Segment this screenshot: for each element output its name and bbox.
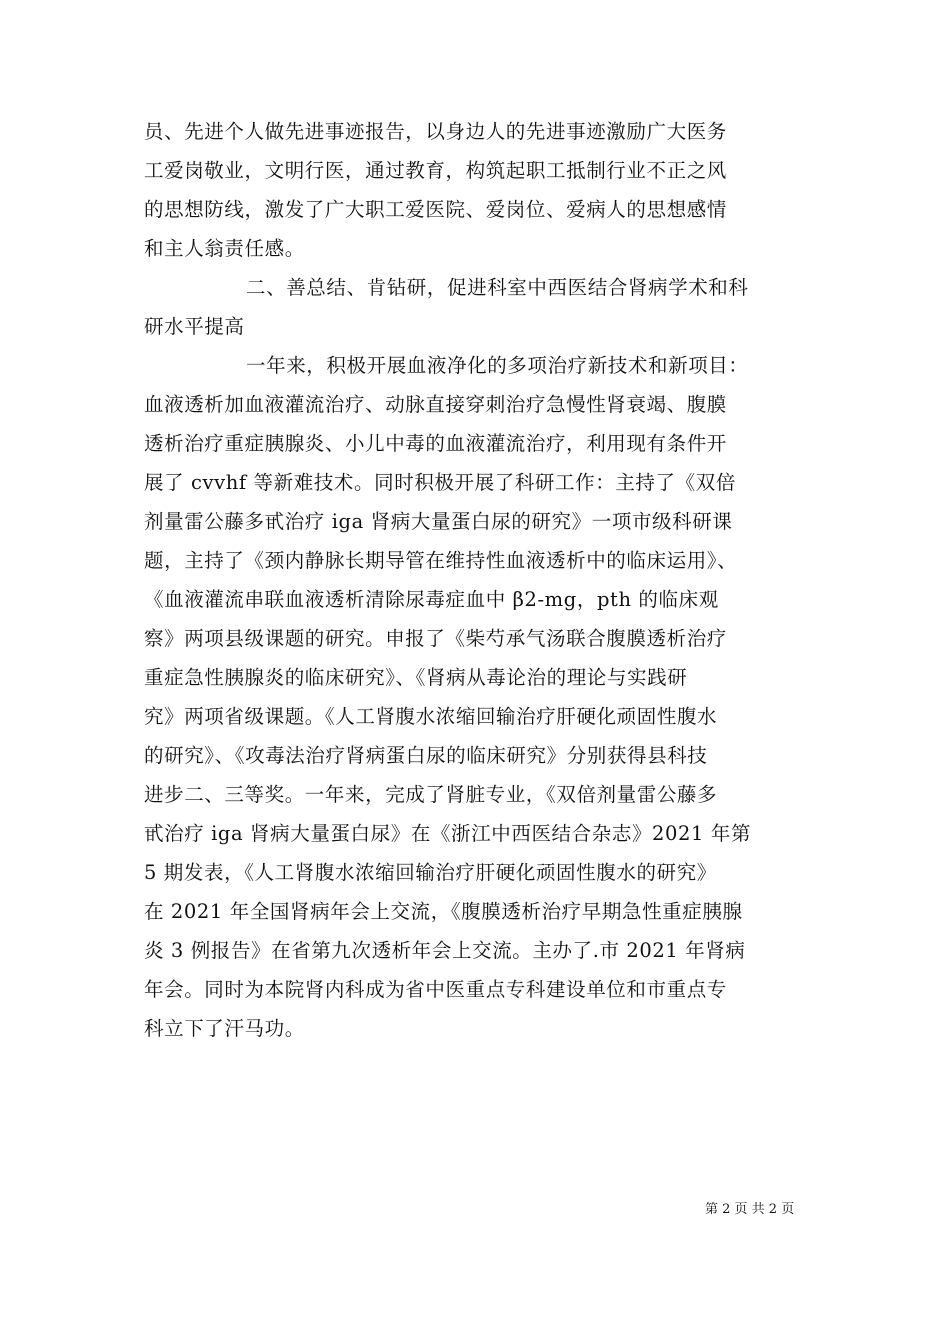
text-line: 炎 3 例报告》在省第九次透析年会上交流。主办了.市 2021 年肾病 — [144, 939, 746, 962]
text-line: 血液透析加血液灌流治疗、动脉直接穿刺治疗急慢性肾衰竭、腹膜 — [144, 393, 727, 416]
text-line: 的思想防线，激发了广大职工爱医院、爱岗位、爱病人的思想感情 — [144, 198, 727, 221]
text-line: 察》两项县级课题的研究。申报了《柴芍承气汤联合腹膜透析治疗 — [144, 627, 727, 650]
paragraph-first-line: 一年来，积极开展血液净化的多项治疗新技术和新项目： — [246, 354, 749, 377]
text-line: 甙治疗 iga 肾病大量蛋白尿》在《浙江中西医结合杂志》2021 年第 — [144, 822, 752, 845]
text-line: 题，主持了《颈内静脉长期导管在维持性血液透析中的临床运用》、 — [144, 549, 738, 572]
text-line: 展了 cvvhf 等新难技术。同时积极开展了科研工作：主持了《双倍 — [144, 471, 736, 494]
section-heading-continued: 研水平提高 — [144, 315, 245, 338]
text-line: 究》两项省级课题。《人工肾腹水浓缩回输治疗肝硬化顽固性腹水 — [144, 705, 718, 728]
text-line: 《血液灌流串联血液透析清除尿毒症血中 β2-mg，pth 的临床观 — [144, 588, 719, 611]
text-line: 科立下了汗马功。 — [144, 1017, 305, 1040]
text-line: 重症急性胰腺炎的临床研究》、《肾病从毒论治的理论与实践研 — [144, 666, 688, 689]
text-line: 剂量雷公藤多甙治疗 iga 肾病大量蛋白尿的研究》一项市级科研课 — [144, 510, 733, 533]
text-line: 在 2021 年全国肾病年会上交流，《腹膜透析治疗早期急性重症胰腺 — [144, 900, 743, 923]
text-line: 员、先进个人做先进事迹报告，以身边人的先进事迹激励广大医务 — [144, 120, 727, 143]
text-line: 透析治疗重症胰腺炎、小儿中毒的血液灌流治疗，利用现有条件开 — [144, 432, 727, 455]
text-line: 进步二、三等奖。一年来，完成了肾脏专业，《双倍剂量雷公藤多 — [144, 783, 718, 806]
text-line: 的研究》、《攻毒法治疗肾病蛋白尿的临床研究》分别获得县科技 — [144, 744, 708, 767]
page-number-footer: 第 2 页 共 2 页 — [705, 1202, 795, 1217]
text-line: 工爱岗敬业，文明行医，通过教育，构筑起职工抵制行业不正之风 — [144, 159, 727, 182]
text-line: 5 期发表，《人工肾腹水浓缩回输治疗肝硬化顽固性腹水的研究》 — [144, 861, 717, 884]
text-line: 和主人翁责任感。 — [144, 237, 305, 260]
text-line: 年会。同时为本院肾内科成为省中医重点专科建设单位和市重点专 — [144, 978, 727, 1001]
section-heading: 二、善总结、肯钻研，促进科室中西医结合肾病学术和科 — [246, 276, 749, 299]
